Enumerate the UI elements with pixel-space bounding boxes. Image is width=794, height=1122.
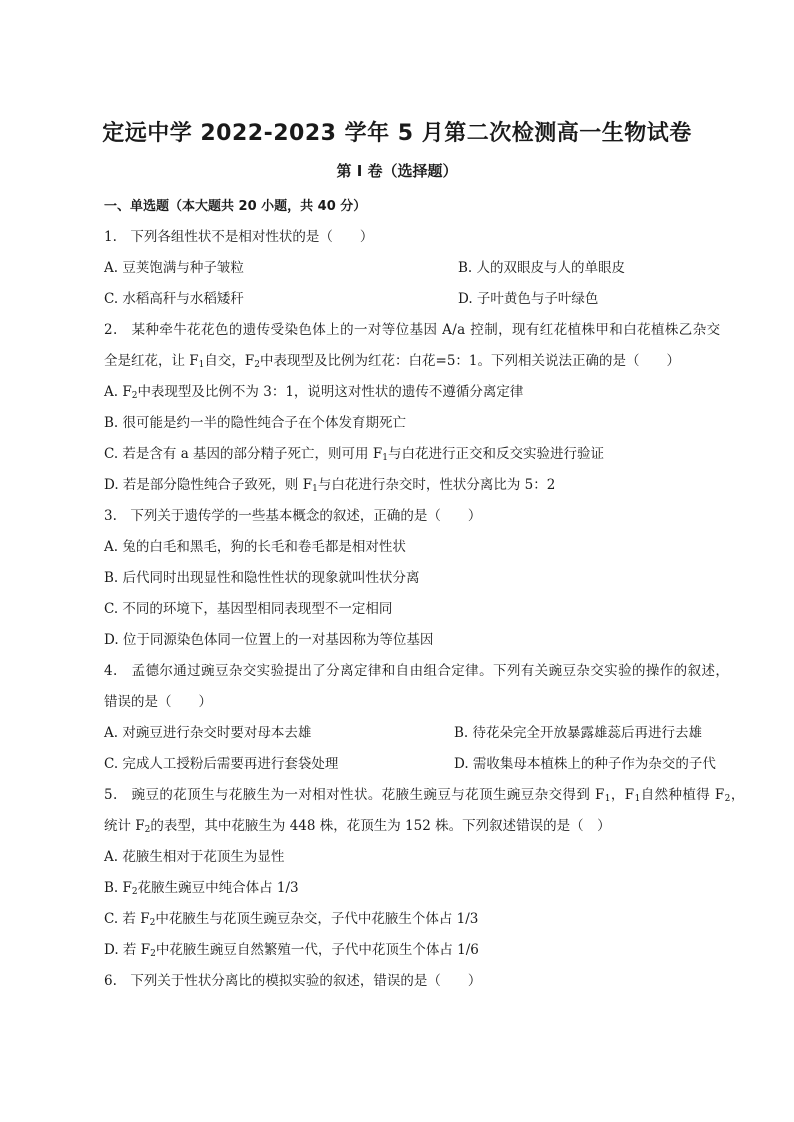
question-4-option-b: B. 待花朵完全开放暴露雄蕊后再进行去雄 — [454, 725, 703, 741]
question-4-option-d: D. 需收集母本植株上的种子作为杂交的子代 — [454, 756, 716, 772]
question-1-options-cd — [104, 289, 704, 309]
question-5-stem-line-1: 5. 豌豆的花顶生与花腋生为一对相对性状。花腋生豌豆与花顶生豌豆杂交得到 $F_1$，$F_1$自然种植得 $F_2$， — [104, 787, 745, 804]
page-title: 定远中学 2022-2023 学年 5 月第二次检测高一生物试卷 — [102, 121, 692, 146]
question-1-option-d: D. 子叶黄色与子叶绿色 — [458, 291, 599, 307]
question-2-option-a: A. $F_2$中表现型及比例不为 3：1，说明这对性状的遗传不遵循分离定律 — [104, 384, 524, 401]
question-4-option-c: C. 完成人工授粉后需要再进行套袋处理 — [104, 756, 339, 772]
question-2-option-b: B. 很可能是约一半的隐性纯合子在个体发育期死亡 — [104, 415, 407, 431]
question-6-stem: 6. 下列关于性状分离比的模拟实验的叙述，错误的是（ ） — [104, 973, 482, 989]
question-1-option-c: C. 水稻高秆与水稻矮秆 — [104, 291, 244, 307]
section-heading: 一、单选题（本大题共 20 小题，共 40 分） — [104, 199, 367, 214]
question-1-options-ab — [104, 258, 704, 278]
question-5-stem-line-2: 统计 $F_2$的表型，其中花腋生为 448 株，花顶生为 152 株。下列叙述错误的是（ ） — [104, 818, 611, 835]
question-1-option-a: A. 豆荚饱满与种子皱粒 — [104, 260, 244, 276]
question-3-option-d: D. 位于同源染色体同一位置上的一对基因称为等位基因 — [104, 632, 434, 648]
question-4-option-a: A. 对豌豆进行杂交时要对母本去雄 — [104, 725, 312, 741]
question-5-option-b: B. $F_2$花腋生豌豆中纯合体占 1/3 — [104, 880, 299, 897]
question-5-option-d: D. 若 $F_2$中花腋生豌豆自然繁殖一代，子代中花顶生个体占 1/6 — [104, 942, 479, 959]
question-4-options-cd — [104, 754, 716, 774]
question-3-option-b: B. 后代同时出现显性和隐性性状的现象就叫性状分离 — [104, 570, 420, 586]
question-2-option-d: D. 若是部分隐性纯合子致死，则 $F_1$与白花进行杂交时，性状分离比为 5：2 — [104, 477, 556, 494]
question-1-stem: 1. 下列各组性状不是相对性状的是（ ） — [104, 229, 374, 245]
question-3-stem: 3. 下列关于遗传学的一些基本概念的叙述，正确的是（ ） — [104, 508, 482, 524]
question-1-option-b: B. 人的双眼皮与人的单眼皮 — [458, 260, 626, 276]
question-2-stem-line-1: 2. 某种牵牛花花色的遗传受染色体上的一对等位基因 A/a 控制，现有红花植株甲和白花植株乙杂交 — [104, 322, 721, 338]
question-3-option-a: A. 兔的白毛和黑毛，狗的长毛和卷毛都是相对性状 — [104, 539, 406, 555]
question-2-stem-line-2: 全是红花，让 $F_1$自交，$F_2$中表现型及比例为红花：白花=5：1。下列相关说法正确的是（ ） — [104, 353, 681, 370]
question-5-option-a: A. 花腋生相对于花顶生为显性 — [104, 849, 285, 865]
question-4-stem-line-1: 4. 孟德尔通过豌豆杂交实验提出了分离定律和自由组合定律。下列有关豌豆杂交实验的操作的叙述， — [104, 663, 730, 679]
question-3-option-c: C. 不同的环境下，基因型相同表现型不一定相同 — [104, 601, 393, 617]
question-2-option-c: C. 若是含有 a 基因的部分精子死亡，则可用 $F_1$与白花进行正交和反交实验进行验证 — [104, 446, 604, 463]
question-4-options-ab — [104, 723, 704, 743]
section-subtitle: 第 I 卷（选择题） — [336, 162, 458, 180]
question-5-option-c: C. 若 $F_2$中花腋生与花顶生豌豆杂交，子代中花腋生个体占 1/3 — [104, 911, 479, 928]
question-4-stem-line-2: 错误的是（ ） — [104, 694, 212, 710]
